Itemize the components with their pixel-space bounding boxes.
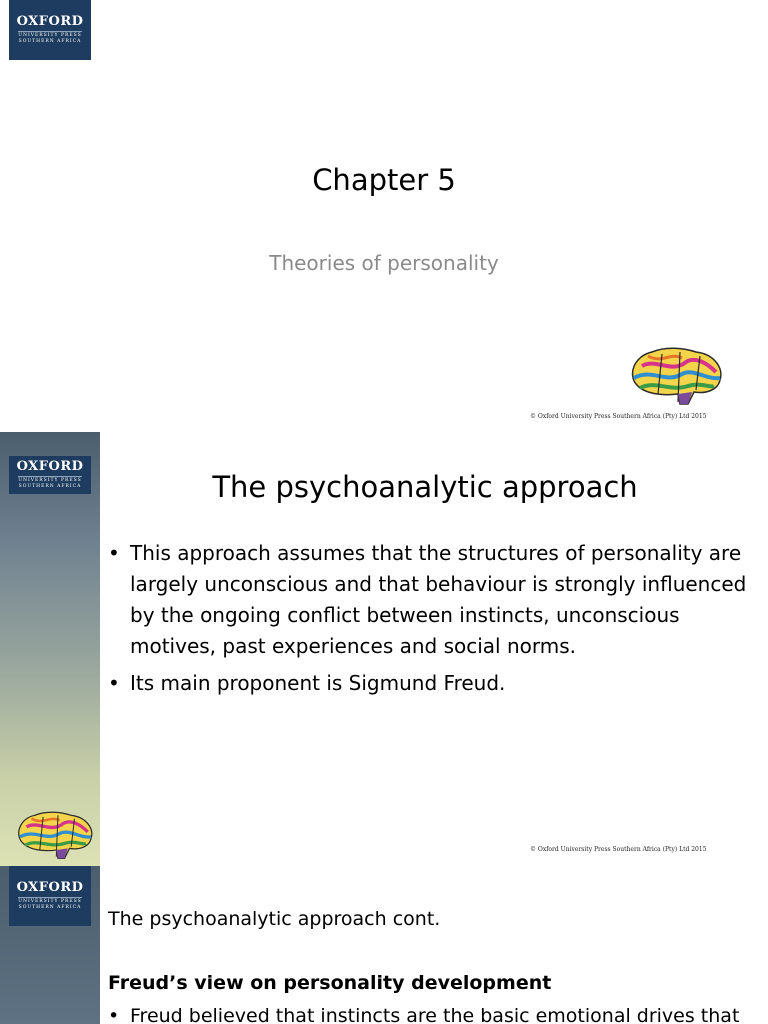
oxford-logo (9, 456, 91, 494)
bullet-text: Its main proponent is Sigmund Freud. (130, 671, 506, 695)
copyright-text: © Oxford University Press Southern Africa (Pty) Ltd 2015 (530, 846, 707, 853)
bullet-icon: • (108, 671, 120, 695)
logo-line-1: OXFORD (16, 14, 84, 29)
logo-line-2: UNIVERSITY PRESS (18, 899, 82, 904)
logo-line-3: SOUTHERN AFRICA (18, 39, 82, 44)
list-item (108, 1002, 748, 1024)
slide-subtitle: Theories of personality (269, 251, 499, 275)
list-item (108, 668, 748, 699)
oxford-logo (9, 866, 91, 926)
decorative-sidebar (0, 432, 100, 866)
slide-subheading: Freud’s view on personality development (108, 972, 552, 994)
oxford-logo (9, 0, 91, 60)
slide-2 (0, 432, 768, 866)
slide-3 (0, 866, 768, 1024)
logo-line-2: UNIVERSITY PRESS (18, 33, 82, 38)
brain-icon (622, 344, 726, 410)
bullet-icon: • (108, 541, 120, 565)
brain-icon (10, 808, 96, 864)
slide-1 (0, 0, 768, 432)
logo-line-1: OXFORD (16, 459, 84, 474)
slide-title: The psychoanalytic approach (212, 470, 638, 504)
logo-line-2: UNIVERSITY PRESS (18, 478, 82, 483)
slide-title: Chapter 5 (312, 163, 456, 197)
copyright-text: © Oxford University Press Southern Africa (Pty) Ltd 2015 (530, 413, 707, 420)
slide-heading: The psychoanalytic approach cont. (108, 908, 441, 930)
list-item (108, 538, 748, 662)
bullet-text: Freud believed that instincts are the basic emotional drives that (130, 1005, 740, 1024)
logo-line-3: SOUTHERN AFRICA (18, 905, 82, 910)
bullet-text: This approach assumes that the structures of personality are largely unconscious and that behaviour is strongly influenced by the ongoing conflict between instincts, unconscious motives, past experiences and social norms. (130, 541, 747, 658)
bullet-list (108, 538, 748, 705)
bullet-icon: • (108, 1005, 120, 1024)
logo-line-1: OXFORD (16, 880, 84, 895)
logo-line-3: SOUTHERN AFRICA (18, 484, 82, 489)
bullet-list (108, 1002, 748, 1024)
